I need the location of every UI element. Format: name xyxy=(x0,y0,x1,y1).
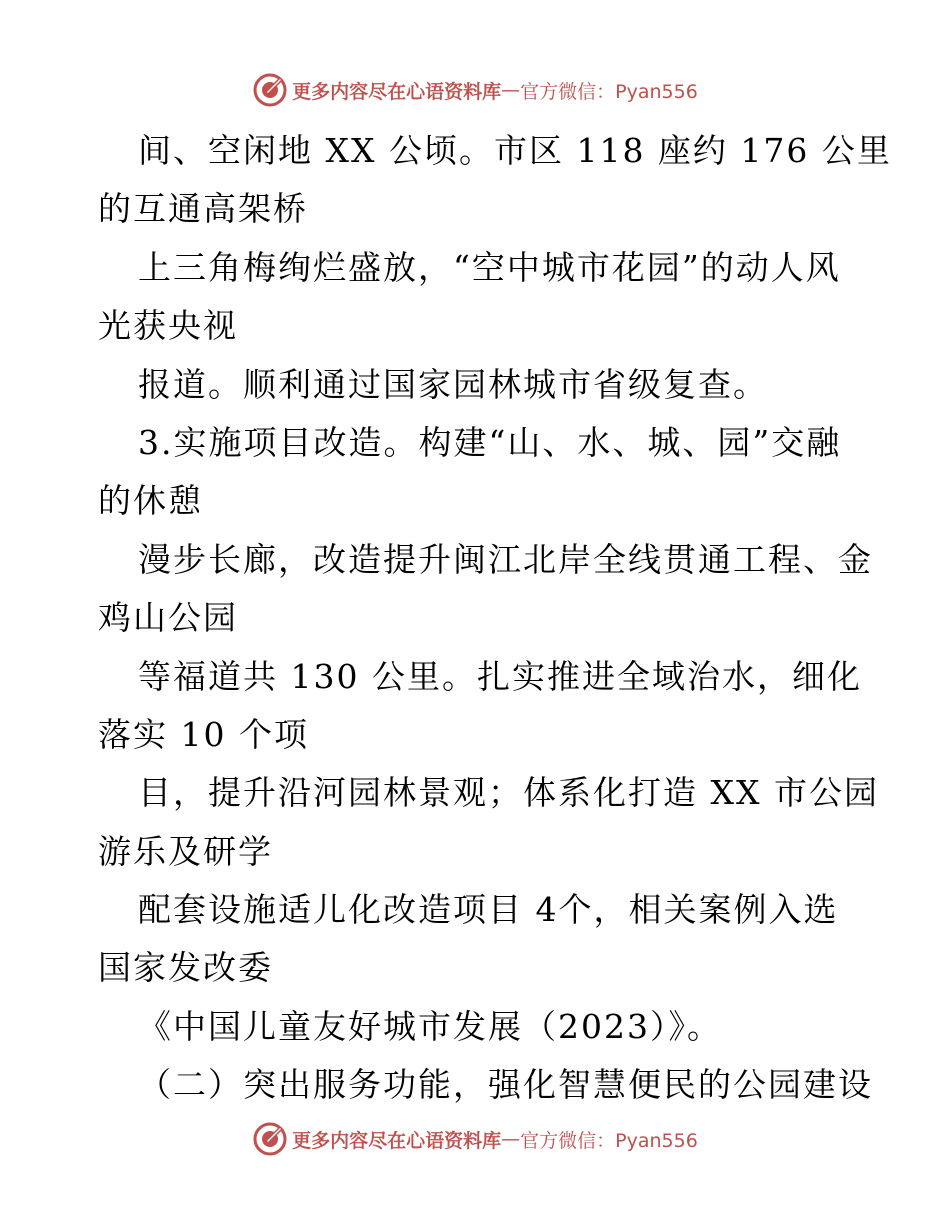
text-line: 国家发改委 xyxy=(98,948,273,988)
footer-banner xyxy=(0,1119,950,1159)
text-line: 落实 10 个项 xyxy=(98,714,309,754)
banner-separator: — xyxy=(501,1128,521,1150)
text-line: 报道。顺利通过国家园林城市省级复查。 xyxy=(138,364,768,404)
text-line: 配套设施适儿化改造项目 4个，相关案例入选 xyxy=(138,890,839,930)
text-line: 漫步长廊，改造提升闽江北岸全线贯通工程、金 xyxy=(138,539,873,579)
text-line: 上三角梅绚烂盛放，“空中城市花园”的动人风 xyxy=(138,247,841,287)
banner-separator: — xyxy=(501,79,521,101)
text-line: 游乐及研学 xyxy=(98,831,273,871)
text-line: 等福道共 130 公里。扎实推进全域治水，细化 xyxy=(138,656,862,696)
text-line: 鸡山公园 xyxy=(98,598,238,638)
text-line: 光获央视 xyxy=(98,306,238,346)
brand-text: 更多内容尽在心语资料库 xyxy=(292,1129,502,1152)
document-body xyxy=(98,122,892,1115)
header-banner xyxy=(0,70,950,110)
brand-text: 更多内容尽在心语资料库 xyxy=(292,80,502,103)
text-line: 的互通高架桥 xyxy=(98,189,308,229)
brand-logo-icon xyxy=(252,72,288,108)
text-line: 间、空闲地 XX 公顷。市区 118 座约 176 公里 xyxy=(138,131,892,170)
text-line: 目，提升沿河园林景观；体系化打造 XX 市公园 xyxy=(138,773,879,813)
text-line: 的休憩 xyxy=(98,481,203,521)
brand-logo-icon xyxy=(252,1121,288,1157)
text-line: （二）突出服务功能，强化智慧便民的公园建设 xyxy=(138,1065,873,1105)
wechat-text: 官方微信：Pyan556 xyxy=(520,1129,698,1152)
text-line: 《中国儿童友好城市发展（2023）》。 xyxy=(138,1006,722,1046)
text-line: 3.实施项目改造。构建“山、水、城、园”交融 xyxy=(138,422,842,462)
wechat-text: 官方微信：Pyan556 xyxy=(520,80,698,103)
